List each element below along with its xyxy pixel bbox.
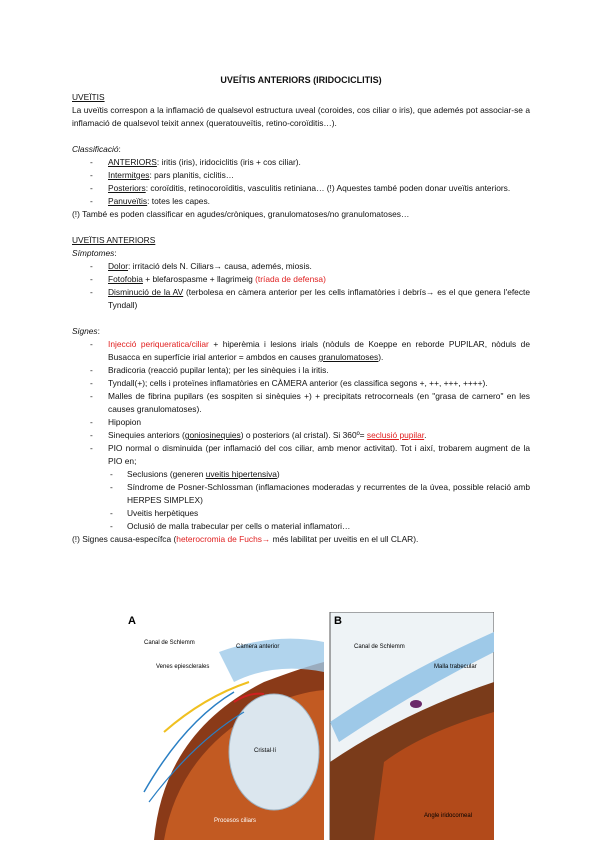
label-lens: Cristal·lí (254, 748, 276, 754)
list-item: - Uveitis herpètiques (72, 507, 530, 520)
list-item: - Malles de fibrina pupilars (es sospiten si sinèquies +) + precipitats retrocorneals (en "grasa de carnero" en les causes granulomatoses). (72, 390, 530, 416)
signs-heading: Signes: (72, 326, 100, 336)
final-note: (!) Signes causa-específca (heterocromia de Fuchs→ més labilitat per uveitis en el ull CLAR). (72, 534, 419, 544)
list-item: - Intermitges: pars planitis, ciclitis… (72, 169, 530, 182)
list-item: - Oclusió de malla trabecular per cells o material inflamatori… (72, 520, 530, 533)
label-b-angle: Angle iridocorneal (424, 813, 473, 819)
classification-note: (!) També es poden classificar en agudes/cròniques, granulomatoses/no granulomatoses… (72, 209, 410, 219)
uveitis-heading: UVEÏTIS (72, 92, 105, 102)
list-item: - Panuveïtis: totes les capes. (72, 195, 530, 208)
uveitis-intro: La uveïtis correspon a la inflamació de qualsevol estructura uveal (coroides, cos ciliar o iris), que ademés pot associar-se a inflamació de qualsevol teixit annex (queratouveïtis, retino-coroïditis…). (72, 105, 530, 128)
list-item: - Sinequies anteriors (goniosinequies) o posteriors (al cristal). Si 360º= seclusió pupilar. (72, 429, 530, 442)
list-item: - Fotofobia + blefarospasme + llagrimeig (tríada de defensa) (72, 273, 530, 286)
symptoms-list (72, 260, 530, 312)
list-item: - Disminució de la AV (terbolesa en càmera anterior per les cells inflamatòries i debrís→ es el que genera l'efecte Tyndall) (72, 286, 530, 312)
symptoms-heading: Símptomes: (72, 248, 117, 258)
label-b-schlemm: Canal de Schlemm (354, 644, 405, 650)
label-veins: Venes epiesclerales (156, 664, 210, 670)
list-item: - Posteriors: coroïditis, retinocoroïditis, vasculitis retiniana… (!) Aquestes també poden donar uveïtis anteriors. (72, 182, 530, 195)
list-item: - ANTERIORS: iritis (iris), iridociclitis (iris + cos ciliar). (72, 156, 530, 169)
label-b-mesh: Malla trabecular (434, 664, 477, 670)
list-item: - Hipopion (72, 416, 530, 429)
list-item: - Dolor: irritació dels N. Ciliars→ causa, ademés, miosis. (72, 260, 530, 273)
anterior-heading: UVEÏTIS ANTERIORS (72, 235, 156, 245)
label-schlemm: Canal de Schlemm (144, 640, 195, 646)
eye-anatomy-figure (124, 612, 494, 840)
classification-list (72, 156, 530, 208)
document-page (72, 60, 530, 546)
list-item: - Tyndall(+); cells i proteïnes inflamatòries en CÀMERA anterior (es classifica segons +, ++, +++, ++++). (72, 377, 530, 390)
trabecular-mesh (410, 700, 422, 708)
panel-a-label: A (128, 615, 136, 627)
label-chamber: Càmera anterior (236, 644, 280, 650)
page-title: UVEÍTIS ANTERIORS (IRIDOCICLITIS) (220, 75, 382, 85)
pio-sublist (72, 468, 530, 533)
list-item: - Seclusions (generen uveitis hipertensiva) (72, 468, 530, 481)
list-item: - Injecció periqueratica/ciliar + hiperèmia i lesions irials (nòduls de Koeppe en reborde PUPILAR, nòduls de Busacca en superfície irial anterior = ambdos en causes granulomatoses). (72, 338, 530, 364)
list-item: - Bradicoria (reacció pupilar lenta); per les sinèquies i la iritis. (72, 364, 530, 377)
classification-heading: Classificació: (72, 144, 121, 154)
list-item: - PIO normal o disminuida (per inflamació del cos ciliar, amb menor activitat). Tot i així, trobarem augment de la PIO en; - Seclusions (generen uveitis hipertensiva) - Síndrome de Posner-Schlossman (inflamaciones moderadas y recurrentes de la úvea, possible relació amb HERPES SIMPLEX) - Uveitis herpètiques - Oclusió de malla trabecular per cells o material inflamatori… (72, 442, 530, 533)
panel-b-label: B (334, 615, 342, 627)
label-ciliary: Procesos ciliars (214, 818, 257, 824)
list-item: - Síndrome de Posner-Schlossman (inflamaciones moderadas y recurrentes de la úvea, possible relació amb HERPES SIMPLEX) (72, 481, 530, 507)
signs-list (72, 338, 530, 533)
